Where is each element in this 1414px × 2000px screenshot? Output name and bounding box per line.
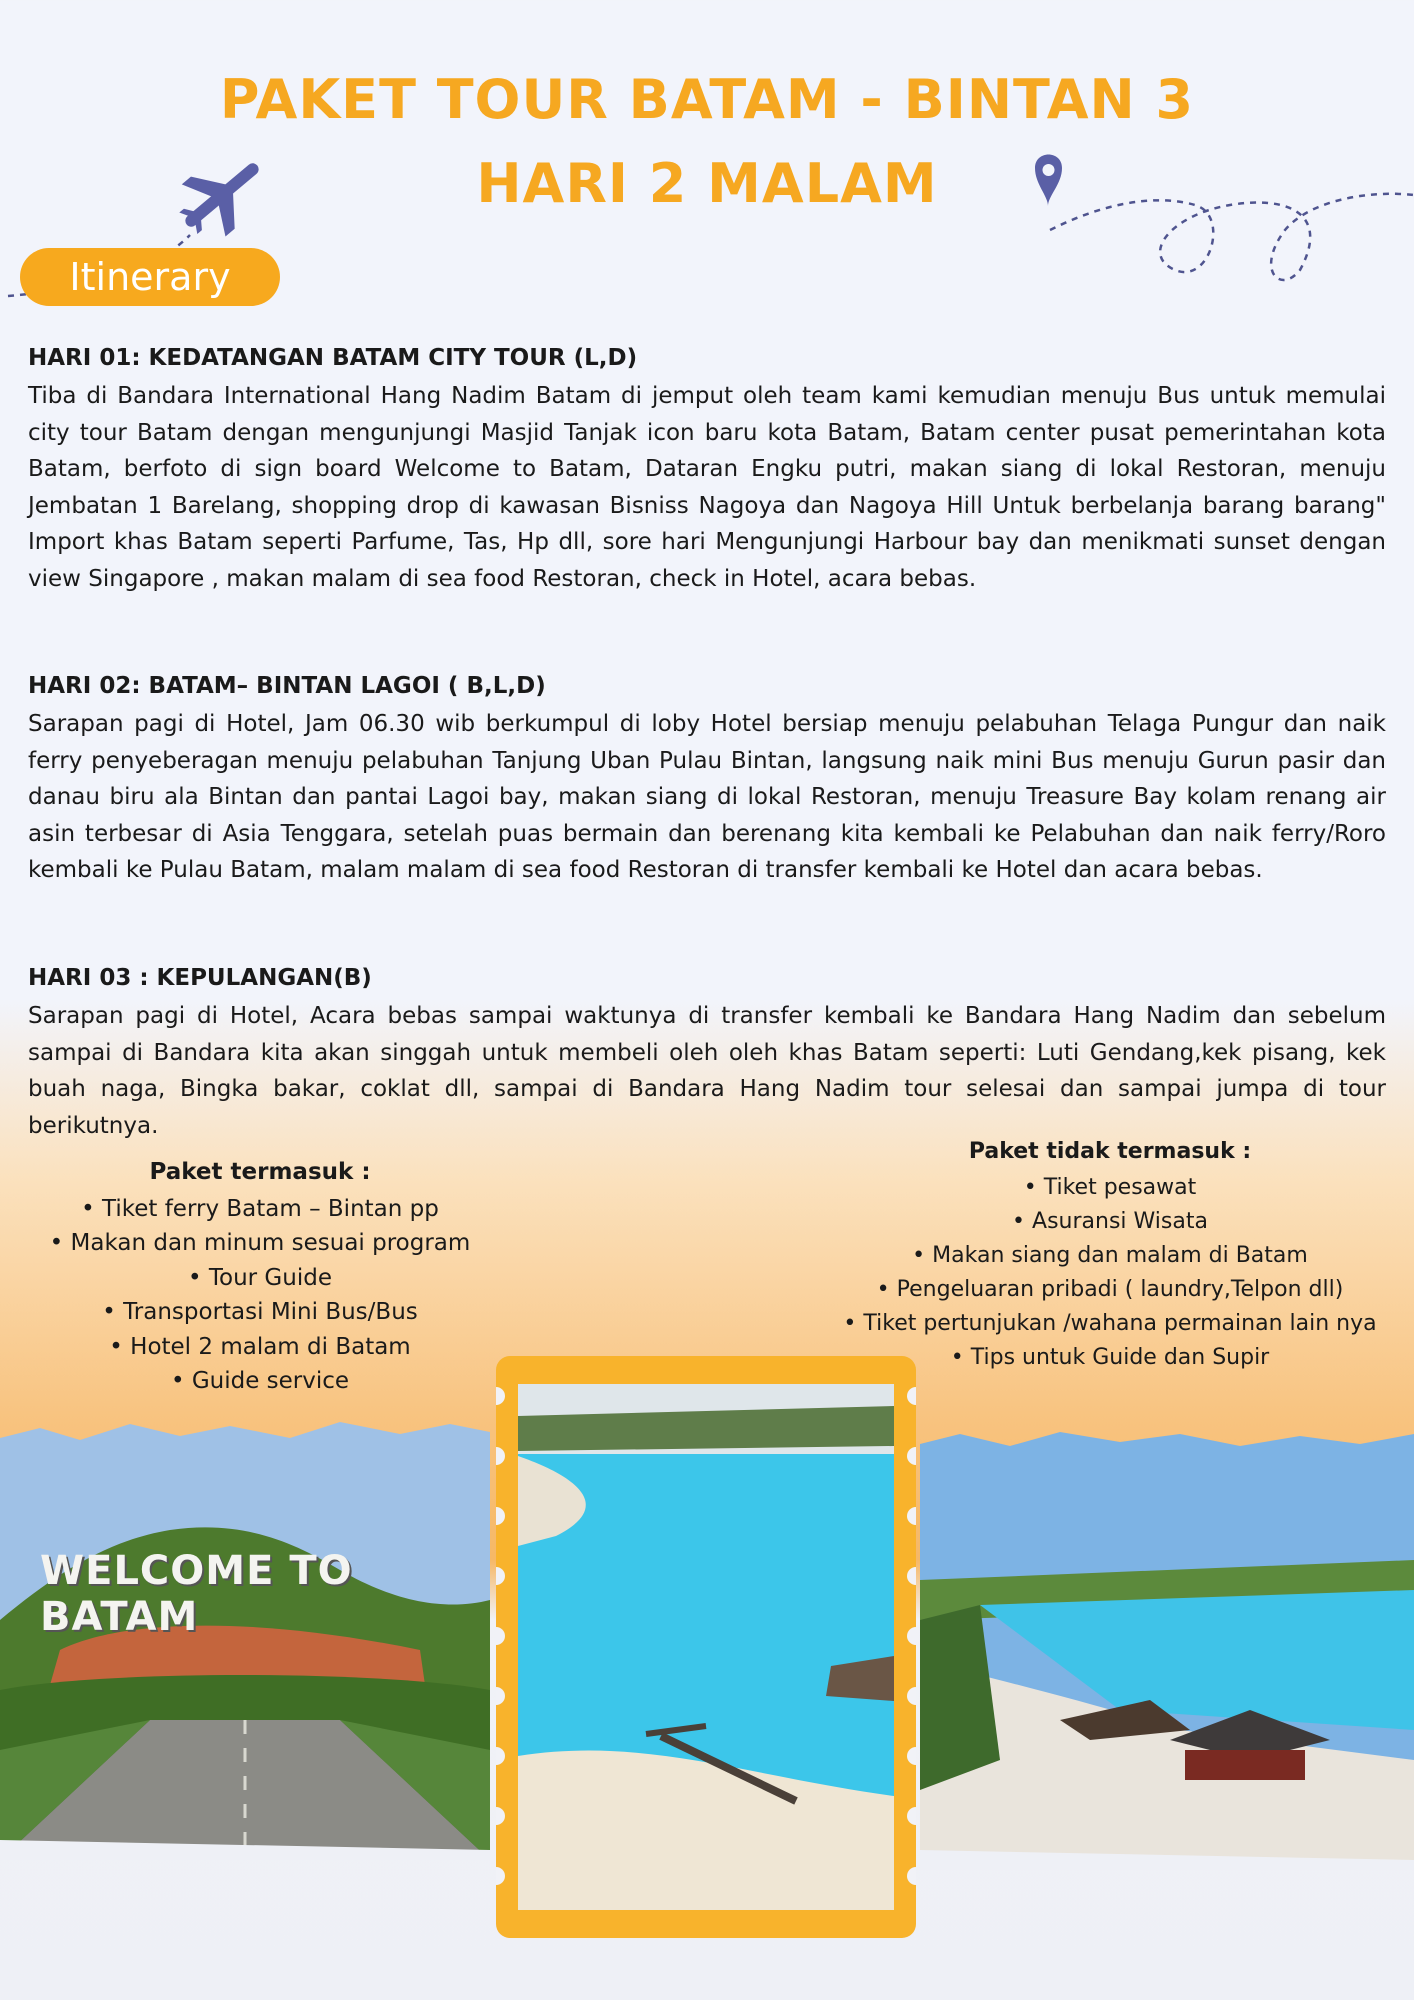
included-list <box>30 1155 490 1399</box>
excluded-item: • Tips untuk Guide dan Supir <box>950 1345 1270 1370</box>
itinerary-badge: Itinerary <box>20 248 280 306</box>
excluded-item: • Pengeluaran pribadi ( laundry,Telpon dll) <box>876 1277 1344 1302</box>
included-item: • Tour Guide <box>188 1264 332 1291</box>
excluded-item: • Tiket pertunjukan /wahana permainan lain nya <box>843 1311 1377 1336</box>
excluded-heading: Paket tidak termasuk : <box>968 1139 1252 1164</box>
excluded-item: • Makan siang dan malam di Batam <box>912 1243 1308 1268</box>
day-2-heading: HARI 02: BATAM– BINTAN LAGOI ( B,L,D) <box>28 673 546 699</box>
day-2-text: Sarapan pagi di Hotel, Jam 06.30 wib berkumpul di loby Hotel bersiap menuju pelabuhan Telaga Pungur dan naik ferry penyeberagan menuju pelabuhan Tanjung Uban Pulau Bintan, langsung naik mini Bus menuju Gurun pasir dan danau biru ala Bintan dan pantai Lagoi bay, makan siang di lokal Restoran, menuju Treasure Bay kolam renang air asin terbesar di Asia Tenggara, setelah puas bermain dan berenang kita kembali ke Pelabuhan dan naik ferry/Roro kembali ke Pulau Batam, malam malam di sea food Restoran di transfer kembali ke Hotel dan acara bebas. <box>28 711 1386 884</box>
included-item: • Hotel 2 malam di Batam <box>109 1333 411 1360</box>
blue-lake-photo-frame <box>496 1356 916 1938</box>
day-1-heading: HARI 01: KEDATANGAN BATAM CITY TOUR (L,D) <box>28 345 638 371</box>
excluded-list <box>800 1135 1414 1375</box>
included-item: • Makan dan minum sesuai program <box>49 1230 471 1256</box>
day-3-section <box>28 960 1386 1144</box>
included-item: • Transportasi Mini Bus/Bus <box>102 1299 418 1325</box>
treasure-bay-photo <box>920 1430 1414 1870</box>
title-line-1: PAKET TOUR BATAM - BINTAN 3 <box>219 68 1195 131</box>
included-heading: Paket termasuk : <box>149 1159 371 1185</box>
day-2-section <box>28 668 1386 889</box>
excluded-item: • Tiket pesawat <box>1023 1175 1197 1200</box>
included-item: • Guide service <box>170 1368 350 1394</box>
day-1-section <box>28 340 1386 598</box>
day-3-heading: HARI 03 : KEPULANGAN(B) <box>28 965 372 991</box>
welcome-batam-photo <box>0 1420 490 1860</box>
title-line-2: HARI 2 MALAM <box>476 152 938 215</box>
day-1-text: Tiba di Bandara International Hang Nadim Batam di jemput oleh team kami kemudian menuju Bus untuk memulai city tour Batam dengan mengunjungi Masjid Tanjak icon baru kota Batam, Batam center pusat pemerintahan kota Batam, berfoto di sign board Welcome to Batam, Dataran Engku putri, makan siang di lokal Restoran, menuju Jembatan 1 Barelang, shopping drop di kawasan Bisniss Nagoya dan Nagoya Hill Untuk berbelanja barang barang" Import khas Batam seperti Parfume, Tas, Hp dll, sore hari Mengunjungi Harbour bay dan menikmati sunset dengan view Singapore , makan malam di sea food Restoran, check in Hotel, acara bebas. <box>28 383 1386 592</box>
page-title <box>0 58 1414 226</box>
excluded-item: • Asuransi Wisata <box>1012 1209 1208 1234</box>
included-item: • Tiket ferry Batam – Bintan pp <box>81 1195 439 1222</box>
day-3-text: Sarapan pagi di Hotel, Acara bebas sampai waktunya di transfer kembali ke Bandara Hang Nadim dan sebelum sampai di Bandara kita akan singgah untuk membeli oleh oleh khas Batam seperti: Luti Gendang,kek pisang, kek buah naga, Bingka bakar, coklat dll, sampai di Bandara Hang Nadim tour selesai dan sampai jumpa di tour berikutnya. <box>28 1003 1386 1139</box>
welcome-sign-text: WELCOME TO BATAM <box>40 1548 353 1640</box>
